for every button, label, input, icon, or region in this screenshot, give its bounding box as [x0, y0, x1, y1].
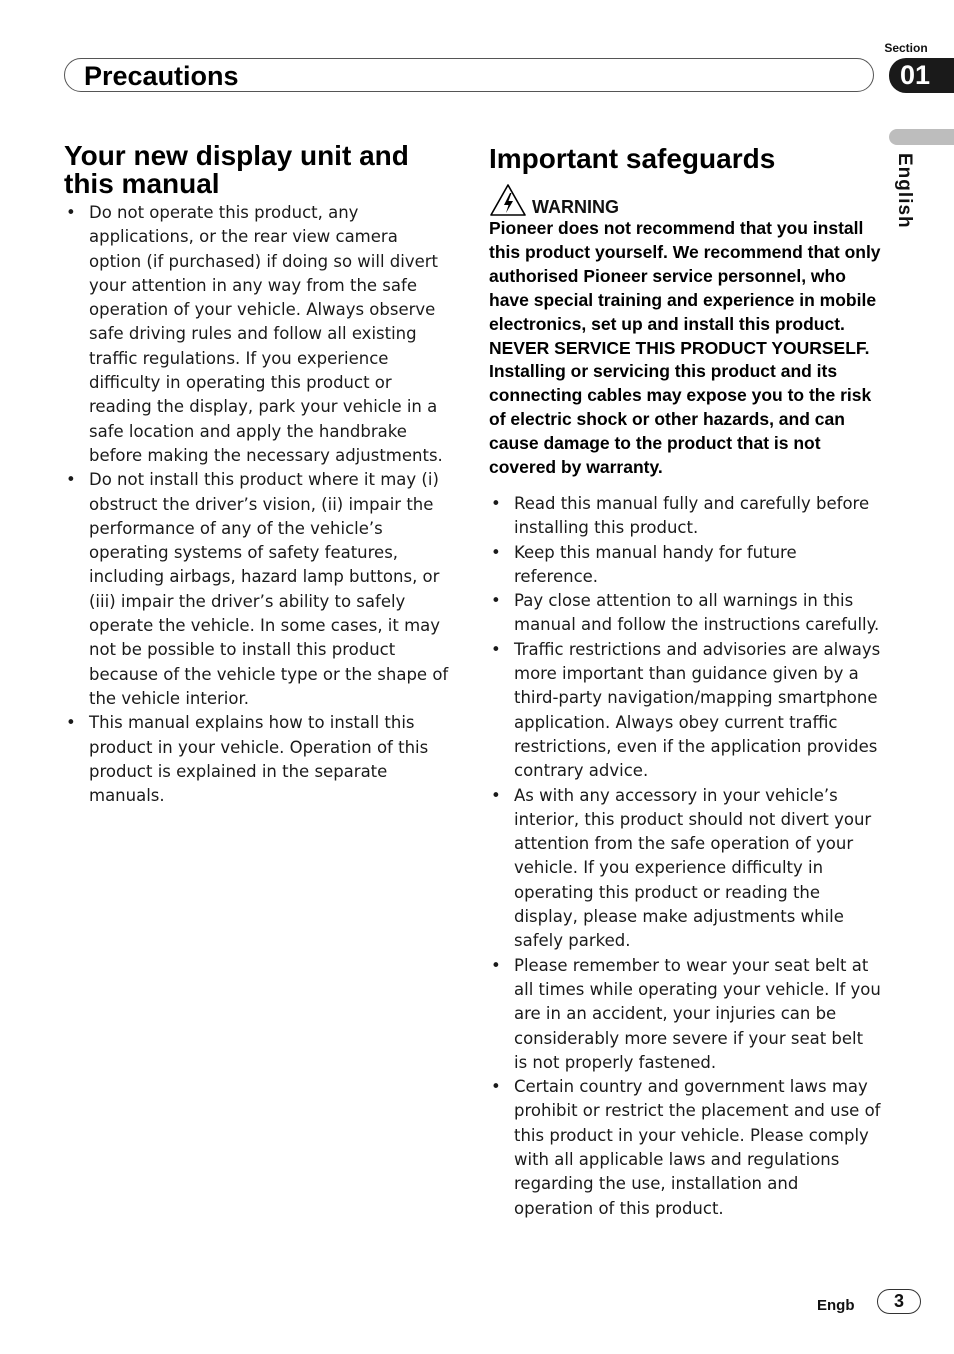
list-item-text: Keep this manual handy for future reference.: [514, 542, 797, 586]
bullet-icon: •: [66, 713, 76, 733]
list-item-text: As with any accessory in your vehicle’s interior, this product should not divert your attention from the safe operation of your vehicle. If you experience difficulty in operating this product or reading the display, please make adjustments while safely parked.: [514, 785, 872, 951]
left-bullet-list: [64, 201, 454, 808]
bullet-icon: •: [491, 493, 501, 513]
right-column: [489, 142, 881, 1221]
section-label: Section: [884, 41, 928, 55]
list-item: [489, 589, 881, 638]
list-item-text: Pay close attention to all warnings in this manual and follow the instructions carefully.: [514, 591, 880, 635]
list-item-text: Traffic restrictions and advisories are always more important than guidance given by a third-party navigation/mapping smartphone application. Always obey current traffic restrictions, even if the application provides contrary advice.: [514, 639, 881, 781]
list-item: [64, 711, 454, 808]
list-item: [489, 638, 881, 784]
list-item-text: Read this manual fully and carefully before installing this product.: [514, 493, 870, 538]
footer-language-code: Engb: [817, 1297, 855, 1314]
list-item-text: Do not operate this product, any applications, or the rear view camera option (if purchased) if doing so will divert your attention in any way from the safe operation of your vehicle. Always observe safe driving rules and follow all existing traffic regulations. If you experience difficulty in operating this product or reading the display, park your vehicle in a safe location and apply the handbrake before making the necessary adjustments.: [89, 203, 443, 465]
section-number-tab: 01: [889, 58, 954, 93]
left-heading: Your new display unit and this manual: [64, 140, 409, 199]
list-item: [489, 784, 881, 954]
list-item-text: This manual explains how to install this product in your vehicle. Operation of this product is explained in the separate manuals.: [89, 713, 429, 806]
right-bullet-list: [489, 492, 881, 1221]
warning-text: Pioneer does not recommend that you install this product yourself. We recommend that only authorised Pioneer service personnel, who have special training and experience in mobile electronics, set up and install this product. NEVER SERVICE THIS PRODUCT YOURSELF. Installing or servicing this product and its connecting cables may expose you to the risk of electric shock or other hazards, and can cause damage to the product that is not covered by warranty.: [489, 218, 881, 478]
list-item-text: Certain country and government laws may prohibit or restrict the placement and use of this product in your vehicle. Please comply with all applicable laws and regulations regarding the use, installation and operation of this product.: [514, 1077, 881, 1218]
list-item: [64, 201, 454, 468]
list-item: [489, 954, 881, 1075]
list-item: [489, 541, 881, 590]
bullet-icon: •: [66, 203, 76, 222]
warning-header: [489, 183, 881, 217]
list-item: [489, 1075, 881, 1221]
page-title-bar: [64, 58, 874, 92]
bullet-icon: •: [491, 785, 501, 805]
page-number: 3: [877, 1289, 921, 1314]
list-item-text: Do not install this product where it may (i) obstruct the driver’s vision, (ii) impair the performance of any of the vehicle’s operating systems of safety features, including airbags, hazard lamp buttons, or (iii) impair the driver’s ability to safely operate the vehicle. In some cases, it may not be possible to install this product because of the vehicle type or the shape of the vehicle interior.: [89, 470, 449, 708]
bullet-icon: •: [491, 955, 501, 975]
right-heading: Important safeguards: [489, 143, 776, 174]
bullet-icon: •: [491, 591, 501, 611]
language-tab: [889, 129, 954, 145]
warning-label: WARNING: [532, 197, 619, 217]
bullet-icon: •: [491, 1077, 501, 1097]
bullet-icon: •: [491, 639, 501, 659]
list-item: [489, 492, 881, 541]
list-item-text: Please remember to wear your seat belt at all times while operating your vehicle. If you are in an accident, your injuries can be considerably more severe if your seat belt is not properly fastened.: [514, 955, 881, 1072]
list-item: [64, 468, 454, 711]
page-title: Precautions: [84, 61, 239, 91]
warning-triangle-icon: [489, 183, 527, 217]
bullet-icon: •: [491, 542, 501, 562]
left-column: [64, 142, 454, 808]
language-label: English: [894, 153, 915, 229]
bullet-icon: •: [66, 470, 76, 490]
